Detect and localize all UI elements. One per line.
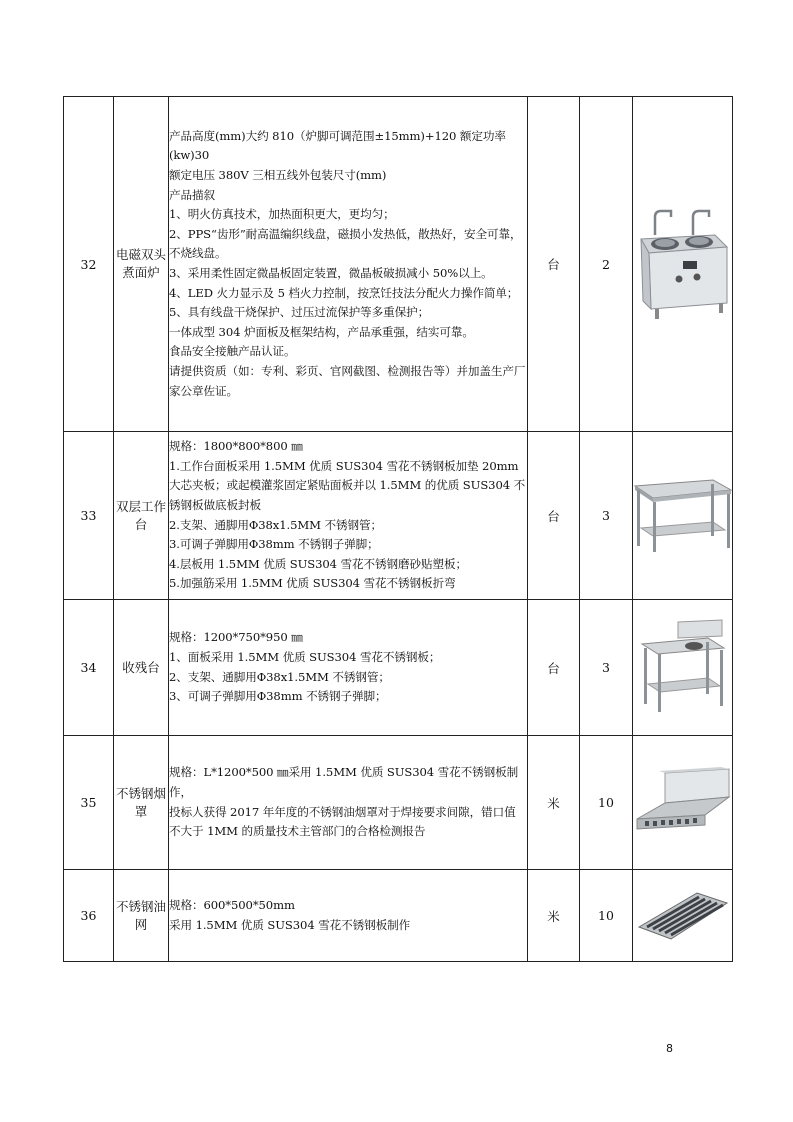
range-hood-image xyxy=(635,767,731,839)
item-description xyxy=(169,600,528,736)
description-line: 产品高度(mm)大约 810（炉脚可调范围±15mm)+120 额定功率(kw)30 xyxy=(169,128,506,163)
item-number: 33 xyxy=(64,432,114,600)
induction-noodle-cooker-image xyxy=(635,205,731,323)
description-line: 2、PPS“齿形”耐高温编织线盘，磁损小发热低，散热好，安全可靠，不烧线盘。 xyxy=(169,226,522,261)
table-row xyxy=(64,736,733,870)
page-number: 8 xyxy=(666,1042,673,1055)
description-line: 1、明火仿真技术，加热面积更大，更均匀； xyxy=(169,207,395,222)
item-name: 不锈钢油网 xyxy=(114,870,169,962)
item-name: 收残台 xyxy=(114,600,169,736)
description-line: 请提供资质（如：专利、彩页、官网截图、检测报告等）并加盖生产厂家公章佐证。 xyxy=(169,363,526,398)
description-line: 3、采用柔性固定微晶板固定装置，微晶板破损减小 50%以上。 xyxy=(169,266,493,280)
description-line: 1、面板采用 1.5MM 优质 SUS304 雪花不锈钢板； xyxy=(169,649,441,664)
item-quantity: 2 xyxy=(580,97,633,432)
description-line: 食品安全接触产品认证。 xyxy=(169,344,296,359)
description-line: 额定电压 380V 三相五线外包装尺寸(mm) xyxy=(169,168,387,183)
item-description xyxy=(169,736,528,870)
item-unit: 台 xyxy=(528,432,580,600)
description-line: 规格：L*1200*500 ㎜采用 1.5MM 优质 SUS304 雪花不锈钢板制作， xyxy=(169,765,519,799)
item-quantity: 3 xyxy=(580,600,633,736)
description-line: 4.层板用 1.5MM 优质 SUS304 雪花不锈钢磨砂贴塑板； xyxy=(169,556,467,571)
item-quantity: 10 xyxy=(580,870,633,962)
description-line: 3、可调子弹脚用Φ38mm 不锈钢子弹脚； xyxy=(169,689,387,704)
item-name: 电磁双头煮面炉 xyxy=(114,97,169,432)
table-row xyxy=(64,432,733,600)
description-line: 1.工作台面板采用 1.5MM 优质 SUS304 雪花不锈钢板加垫 20mm 大芯夹板；或起模灌浆固定紧贴面板并以 1.5MM 的优质 SUS304 不锈钢板做底板封板 xyxy=(169,458,526,512)
description-line: 规格：1800*800*800 ㎜ xyxy=(169,439,303,454)
description-line: 投标人获得 2017 年年度的不锈钢油烟罩对于焊接要求间隙，错口值不大于 1MM 的质量技术主管部门的合格检测报告 xyxy=(169,804,516,839)
description-line: 5、具有线盘干烧保护、过压过流保护等多重保护； xyxy=(169,305,430,320)
description-line: 5.加强筋采用 1.5MM 优质 SUS304 雪花不锈钢板折弯 xyxy=(169,576,456,591)
item-unit: 台 xyxy=(528,97,580,432)
item-description xyxy=(169,97,528,432)
table-row xyxy=(64,97,733,432)
item-number: 35 xyxy=(64,736,114,870)
table-row xyxy=(64,600,733,736)
description-line: 规格：600*500*50mm xyxy=(169,897,295,912)
item-quantity: 10 xyxy=(580,736,633,870)
item-name: 不锈钢烟罩 xyxy=(114,736,169,870)
item-unit: 台 xyxy=(528,600,580,736)
description-line: 采用 1.5MM 优质 SUS304 雪花不锈钢板制作 xyxy=(169,917,411,932)
description-line: 产品描叙 xyxy=(169,187,215,202)
item-number: 36 xyxy=(64,870,114,962)
description-line: 一体成型 304 炉面板及框架结构，产品承重强，结实可靠。 xyxy=(169,324,474,339)
description-line: 2.支架、通脚用Φ38x1.5MM 不锈钢管； xyxy=(169,517,382,532)
table-row xyxy=(64,870,733,962)
item-name: 双层工作台 xyxy=(114,432,169,600)
item-description xyxy=(169,432,528,600)
description-line: 规格：1200*750*950 ㎜ xyxy=(169,630,303,645)
description-line: 3.可调子弹脚用Φ38mm 不锈钢子弹脚； xyxy=(169,537,379,552)
waste-collection-table-image xyxy=(638,618,728,718)
description-line: 4、LED 火力显示及 5 档火力控制，按烹饪技法分配火力操作简单； xyxy=(169,285,519,300)
item-number: 32 xyxy=(64,97,114,432)
equipment-spec-table xyxy=(63,96,733,962)
item-quantity: 3 xyxy=(580,432,633,600)
item-unit: 米 xyxy=(528,736,580,870)
item-description xyxy=(169,870,528,962)
double-layer-worktable-image xyxy=(633,476,733,556)
item-unit: 米 xyxy=(528,870,580,962)
description-line: 2、支架、通脚用Φ38x1.5MM 不锈钢管； xyxy=(169,669,390,684)
grease-filter-image xyxy=(637,891,729,941)
item-number: 34 xyxy=(64,600,114,736)
